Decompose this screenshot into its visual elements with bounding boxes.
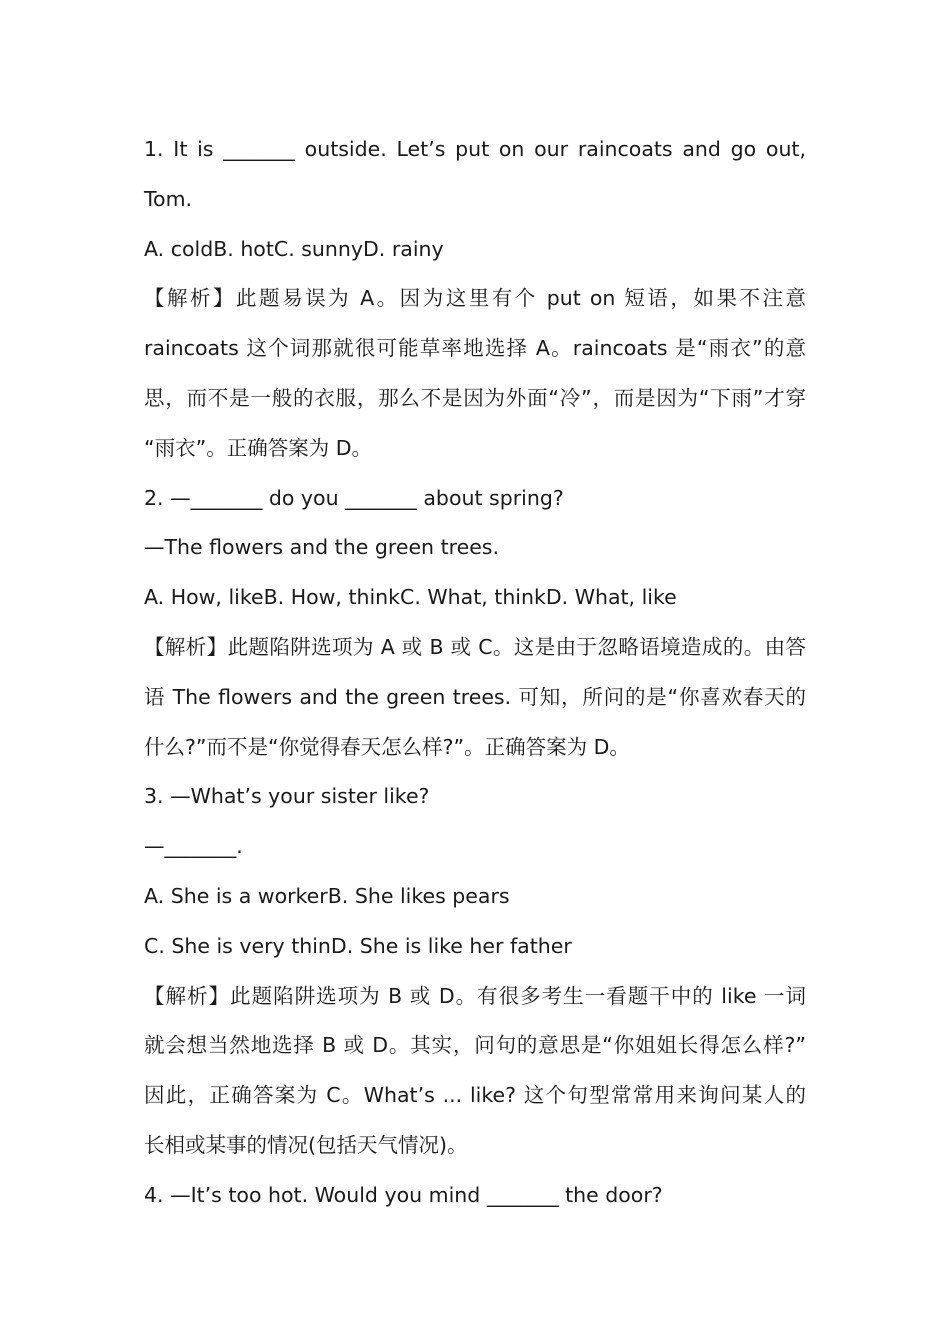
- document-body: [144, 125, 806, 1221]
- question-1-options: A. coldB. hotC. sunnyD. rainy: [144, 236, 444, 261]
- question-2-stem: 2. —_______ do you _______ about spring?: [144, 485, 564, 510]
- question-3-analysis: 就会想当然地选择 B 或 D。其实，问句的意思是“你姐姐长得怎么样?”: [144, 1033, 806, 1058]
- question-3-response: —_______.: [144, 834, 243, 859]
- question-3-options: A. She is a workerB. She likes pears: [144, 883, 510, 908]
- question-3-analysis: 因此，正确答案为 C。What’s ... like? 这个句型常常用来询问某人的: [144, 1083, 806, 1108]
- question-1-stem: 1. It is _______ outside. Let’s put on our raincoats and go out,: [144, 137, 806, 161]
- question-2-analysis: 语 The flowers and the green trees. 可知，所问的是“你喜欢春天的: [144, 684, 806, 709]
- question-3-stem: 3. —What’s your sister like?: [144, 784, 430, 809]
- question-2-response: —The flowers and the green trees.: [144, 535, 500, 560]
- question-3-analysis: 【解析】此题陷阱选项为 B 或 D。有很多考生一看题干中的 like 一词: [144, 983, 806, 1008]
- question-4-stem: 4. —It’s too hot. Would you mind _______ the door?: [144, 1182, 663, 1207]
- question-2-options: A. How, likeB. How, thinkC. What, thinkD. What, like: [144, 585, 677, 610]
- question-1-stem-continued: Tom.: [144, 186, 193, 211]
- question-1-analysis: 【解析】此题易误为 A。因为这里有个 put on 短语，如果不注意: [144, 286, 806, 311]
- question-1-analysis: 思，而不是一般的衣服，那么不是因为外面“冷”，而是因为“下雨”才穿: [144, 385, 806, 410]
- question-2-analysis: 什么?”而不是“你觉得春天怎么样?”。正确答案为 D。: [144, 734, 630, 759]
- question-2-analysis: 【解析】此题陷阱选项为 A 或 B 或 C。这是由于忽略语境造成的。由答: [144, 634, 806, 659]
- question-3-options: C. She is very thinD. She is like her father: [144, 933, 572, 958]
- question-3-analysis: 长相或某事的情况(包括天气情况)。: [144, 1132, 468, 1157]
- question-1-analysis: “雨衣”。正确答案为 D。: [144, 435, 373, 460]
- question-1-analysis: raincoats 这个词那就很可能草率地选择 A。raincoats 是“雨衣”的意: [144, 336, 806, 361]
